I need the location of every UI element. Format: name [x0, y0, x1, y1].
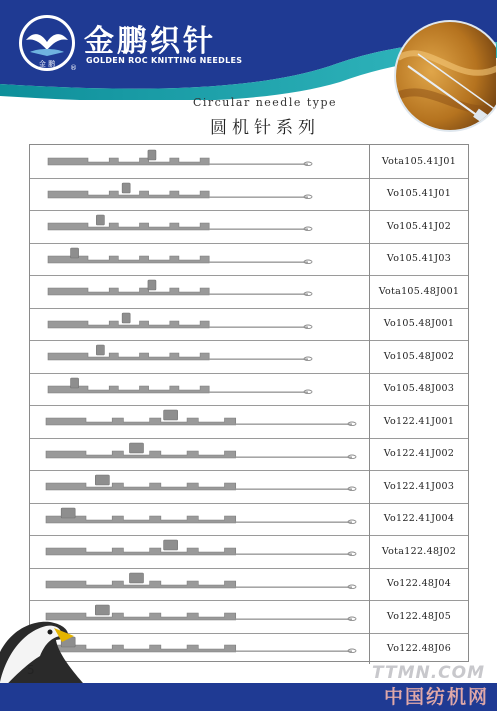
needle-butt	[96, 215, 104, 225]
needle-image-cell	[30, 340, 370, 373]
page-number: 5	[27, 663, 35, 677]
needle-drawing	[30, 243, 369, 276]
needle-shank	[46, 483, 236, 490]
needle-stem	[209, 326, 308, 328]
needle-stem	[209, 358, 308, 360]
needle-butt	[122, 183, 130, 193]
needle-drawing	[30, 145, 369, 178]
needle-stem	[236, 586, 352, 588]
needle-drawing	[30, 275, 369, 308]
needle-row	[30, 535, 468, 569]
needle-model-code: Vo122.48J04	[386, 578, 452, 590]
needle-model-code: Vota105.48J001	[378, 285, 460, 297]
needle-stem	[236, 650, 352, 652]
needle-drawing	[30, 373, 369, 406]
needle-butt	[164, 540, 178, 550]
title-chinese: 圆机针系列	[210, 118, 320, 138]
needle-stem	[209, 163, 308, 165]
needle-stem	[236, 618, 352, 620]
needle-drawing	[30, 470, 369, 503]
needle-image-cell	[30, 503, 370, 536]
needle-butt	[129, 573, 143, 583]
needle-model-code: Vo122.41J004	[383, 513, 455, 525]
needle-butt	[129, 443, 143, 453]
needle-image-cell	[30, 178, 370, 211]
needle-image-cell	[30, 373, 370, 406]
needle-row	[30, 243, 468, 277]
needle-image-cell	[30, 210, 370, 243]
needle-stem	[236, 488, 352, 490]
needle-butt	[95, 475, 109, 485]
needle-model-code: Vo105.41J02	[386, 220, 452, 232]
needle-row	[30, 178, 468, 212]
needle-drawing	[30, 178, 369, 211]
needle-butt	[61, 508, 75, 518]
needle-image-cell	[30, 438, 370, 471]
needle-row	[30, 308, 468, 342]
needle-drawing	[30, 340, 369, 373]
needle-image-cell	[30, 405, 370, 438]
needle-shank	[46, 418, 236, 425]
needle-row	[30, 568, 468, 602]
needle-butt	[164, 410, 178, 420]
needle-drawing	[30, 503, 369, 536]
needle-row	[30, 210, 468, 244]
needle-model-code: Vota122.48J02	[381, 545, 457, 557]
needle-model-code: Vo105.41J01	[386, 188, 452, 200]
needle-image-cell	[30, 145, 370, 178]
needle-stem	[236, 423, 352, 425]
needle-butt	[148, 280, 156, 290]
needle-drawing	[30, 535, 369, 568]
needle-drawing	[30, 568, 369, 601]
needle-row	[30, 438, 468, 472]
needle-butt	[148, 150, 156, 160]
needle-stem	[209, 228, 308, 230]
logo-emblem-text: 金 鹏	[38, 60, 56, 68]
needle-model-code: Vo105.48J002	[383, 350, 455, 362]
needle-butt	[122, 313, 130, 323]
needle-image-cell	[30, 470, 370, 503]
watermark-chinese: 中国纺机网	[384, 686, 490, 708]
needle-shank	[48, 353, 209, 360]
needle-model-code: Vo122.41J003	[383, 480, 455, 492]
brand-name-english: GOLDEN ROC KNITTING NEEDLES	[86, 56, 243, 65]
needle-drawing	[30, 308, 369, 341]
brand-name-chinese: 金鹏织针	[84, 24, 216, 59]
needle-shank	[48, 223, 209, 230]
needle-row	[30, 373, 468, 407]
needle-image-cell	[30, 275, 370, 308]
needle-stem	[209, 391, 308, 393]
logo-emblem	[16, 12, 78, 74]
needle-image-cell	[30, 243, 370, 276]
needle-model-code: Vo122.41J001	[383, 415, 455, 427]
needle-stem	[236, 456, 352, 458]
needle-stem	[209, 196, 308, 198]
needle-model-code: Vo122.48J05	[386, 610, 452, 622]
needle-model-code: Vo122.41J002	[383, 448, 455, 460]
needle-butt	[96, 345, 104, 355]
needle-model-code: Vota105.41J01	[381, 155, 457, 167]
needle-row	[30, 275, 468, 309]
needle-model-code: Vo122.48J06	[386, 642, 452, 654]
needle-shank	[48, 158, 209, 165]
needle-stem	[236, 521, 352, 523]
needle-image-cell	[30, 535, 370, 568]
needle-shank	[46, 548, 236, 555]
needle-row	[30, 503, 468, 537]
needle-model-code: Vo105.48J001	[383, 318, 455, 330]
needle-stem	[209, 293, 308, 295]
needle-butt	[71, 248, 79, 258]
needle-row	[30, 470, 468, 504]
registered-mark: ®	[70, 64, 77, 72]
title-english: Circular needle type	[192, 96, 338, 109]
needle-drawing	[30, 405, 369, 438]
needle-butt	[71, 378, 79, 388]
needle-drawing	[30, 438, 369, 471]
needle-row	[30, 145, 468, 179]
needle-stem	[209, 261, 308, 263]
needle-row	[30, 340, 468, 374]
needle-shank	[48, 288, 209, 295]
needle-image-cell	[30, 568, 370, 601]
watermark-latin: TTMN.COM	[372, 663, 486, 683]
needle-stem	[236, 553, 352, 555]
needle-model-code: Vo105.48J003	[383, 383, 455, 395]
needle-row	[30, 405, 468, 439]
needle-model-code: Vo105.41J03	[386, 253, 452, 265]
needle-image-cell	[30, 308, 370, 341]
needle-drawing	[30, 210, 369, 243]
needle-table	[29, 144, 469, 662]
